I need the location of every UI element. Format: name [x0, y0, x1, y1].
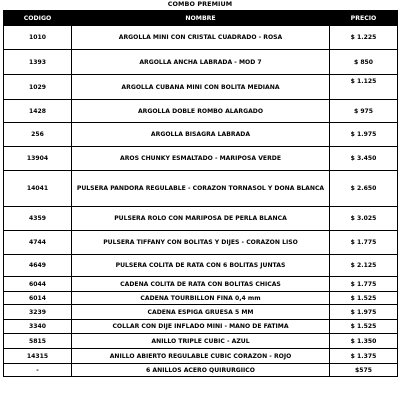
code-cell: 6014 — [4, 292, 72, 305]
name-cell: COLLAR CON DIJE INFLADO MINI - MANO DE FATIMA — [72, 320, 330, 334]
code-cell: 3239 — [4, 305, 72, 320]
code-cell: 1428 — [4, 100, 72, 123]
name-cell: CADENA TOURBILLON FINA 0,4 mm — [72, 292, 330, 305]
table-row — [4, 207, 398, 231]
code-cell: 13904 — [4, 147, 72, 171]
table-header-row — [4, 11, 398, 26]
table-row — [4, 277, 398, 292]
name-cell: PULSERA PANDORA REGULABLE - CORAZON TORNASOL Y DONA BLANCA — [72, 171, 330, 207]
code-cell: 4744 — [4, 231, 72, 255]
table-row — [4, 75, 398, 100]
name-cell: PULSERA TIFFANY CON BOLITAS Y DIJES - CORAZON LISO — [72, 231, 330, 255]
price-cell: $ 975 — [330, 100, 398, 123]
code-cell: 256 — [4, 123, 72, 147]
table-row — [4, 171, 398, 207]
price-cell: $ 3.450 — [330, 147, 398, 171]
price-cell: $ 1.775 — [330, 231, 398, 255]
table-row — [4, 26, 398, 50]
price-cell: $ 2.650 — [330, 171, 398, 207]
name-cell: ARGOLLA ANCHA LABRADA - MOD 7 — [72, 50, 330, 75]
column-header-name: NOMBRE — [72, 11, 330, 26]
table-row — [4, 231, 398, 255]
table-row — [4, 292, 398, 305]
name-cell: CADENA ESPIGA GRUESA 5 MM — [72, 305, 330, 320]
code-cell: 4649 — [4, 255, 72, 277]
price-cell: $ 1.375 — [330, 349, 398, 364]
price-cell: $ 1.525 — [330, 320, 398, 334]
code-cell: 1393 — [4, 50, 72, 75]
price-cell: $575 — [330, 364, 398, 377]
table-row — [4, 255, 398, 277]
table-row — [4, 123, 398, 147]
name-cell: AROS CHUNKY ESMALTADO - MARIPOSA VERDE — [72, 147, 330, 171]
name-cell: 6 ANILLOS ACERO QUIRURGIICO — [72, 364, 330, 377]
page-title: COMBO PREMIUM — [167, 0, 233, 8]
code-cell: 1010 — [4, 26, 72, 50]
code-cell: 14315 — [4, 349, 72, 364]
table-row — [4, 50, 398, 75]
price-cell: $ 1.975 — [330, 305, 398, 320]
code-cell: 1029 — [4, 75, 72, 100]
price-cell: $ 1.125 — [330, 75, 398, 100]
price-table — [3, 10, 398, 377]
name-cell: ARGOLLA BISAGRA LABRADA — [72, 123, 330, 147]
name-cell: PULSERA ROLO CON MARIPOSA DE PERLA BLANCA — [72, 207, 330, 231]
price-cell: $ 850 — [330, 50, 398, 75]
table-row — [4, 305, 398, 320]
table-row — [4, 349, 398, 364]
table-row — [4, 100, 398, 123]
column-header-code: CODIGO — [4, 11, 72, 26]
name-cell: ARGOLLA DOBLE ROMBO ALARGADO — [72, 100, 330, 123]
table-row — [4, 364, 398, 377]
price-cell: $ 1.775 — [330, 277, 398, 292]
name-cell: ANILLO TRIPLE CUBIC - AZUL — [72, 334, 330, 349]
price-cell: $ 2.125 — [330, 255, 398, 277]
price-cell: $ 1.525 — [330, 292, 398, 305]
code-cell: 14041 — [4, 171, 72, 207]
column-header-price: PRECIO — [330, 11, 398, 26]
price-cell: $ 1.975 — [330, 123, 398, 147]
name-cell: PULSERA COLITA DE RATA CON 6 BOLITAS JUNTAS — [72, 255, 330, 277]
table-row — [4, 147, 398, 171]
name-cell: CADENA COLITA DE RATA CON BOLITAS CHICAS — [72, 277, 330, 292]
code-cell: 4359 — [4, 207, 72, 231]
code-cell: 3340 — [4, 320, 72, 334]
table-row — [4, 334, 398, 349]
name-cell: ARGOLLA MINI CON CRISTAL CUADRADO - ROSA — [72, 26, 330, 50]
price-cell: $ 1.225 — [330, 26, 398, 50]
table-row — [4, 320, 398, 334]
code-cell: - — [4, 364, 72, 377]
code-cell: 5815 — [4, 334, 72, 349]
code-cell: 6044 — [4, 277, 72, 292]
price-cell: $ 1.350 — [330, 334, 398, 349]
price-cell: $ 3.025 — [330, 207, 398, 231]
name-cell: ARGOLLA CUBANA MINI CON BOLITA MEDIANA — [72, 75, 330, 100]
name-cell: ANILLO ABIERTO REGULABLE CUBIC CORAZON - ROJO — [72, 349, 330, 364]
